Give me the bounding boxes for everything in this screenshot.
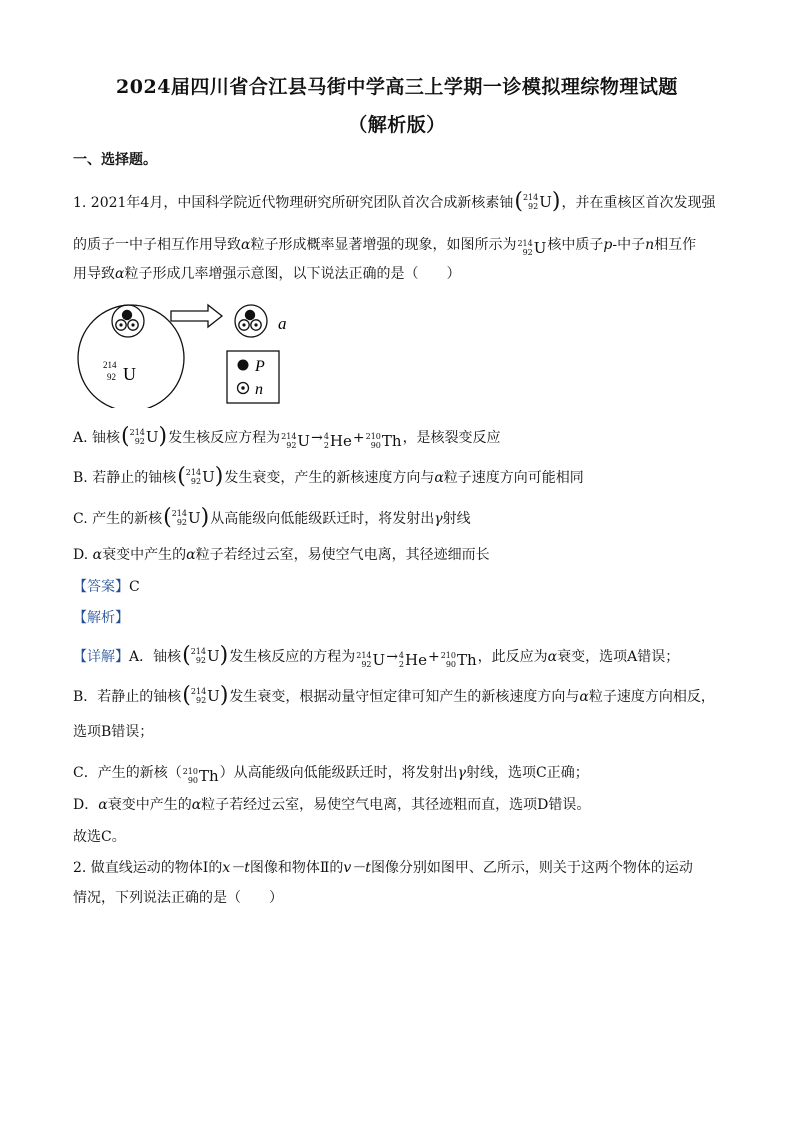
arrow-icon (171, 305, 222, 327)
q1-detail-b: B．若静止的铀核 ( 214 92 U ) 发生衰变，根据动量守恒定律可知产生的新核速度方向与α粒子速度方向相反， (73, 683, 715, 708)
legend-neutron-label: n (255, 381, 263, 398)
nucleus-symbol: U (123, 364, 136, 384)
q1-detail-d: D．α衰变中产生的α粒子若经过云室，易使空气电离，其径迹粗而直，选项D错误。 (73, 797, 591, 813)
q2-stem-line1: 2. 做直线运动的物体Ⅰ的x－t图像和物体Ⅱ的v－t图像分别如图甲、乙所示，则关于这两个物体的运动 (73, 860, 693, 876)
q1-option-d: D. α衰变中产生的α粒子若经过云室，易使空气电离，其径迹细而长 (73, 547, 490, 563)
q1-conclusion: 故选C。 (73, 829, 126, 845)
document-title: 2024届四川省合江县马街中学高三上学期一诊模拟理综物理试题 (116, 76, 678, 98)
uranium-nuclide: 214 92 U (517, 239, 547, 257)
q1-stem-line1: 1. 2021年4月，中国科学院近代物理研究所研究团队首次合成新核素铀 ( 214 92 U ) ，并在重核区首次发现强 (73, 189, 716, 214)
q2-stem-line2: 情况，下列说法正确的是（ ） (73, 890, 283, 906)
proton-icon (238, 360, 249, 371)
emitted-alpha-particle (235, 305, 267, 337)
q1-stem-line3: 用导致α粒子形成几率增强示意图，以下说法正确的是（ ） (73, 266, 461, 282)
q1-stem-line2: 的质子一中子相互作用导致α粒子形成概率显著增强的现象，如图所示为 214 92 U 核中质子p-中子n相互作 (73, 232, 734, 258)
section-heading: 一、选择题。 (73, 152, 157, 168)
uranium-nuclide: ( 214 92 U ) (514, 189, 561, 214)
q1-detail-c: C．产生的新核（ 210 90 Th ）从高能级向低能级跃迁时，将发射出γ射线，选项C正确； (73, 765, 589, 785)
document-subtitle: （解析版） (348, 114, 446, 136)
legend-proton-label: P (255, 358, 265, 375)
alpha-formation-diagram (75, 298, 305, 408)
legend-box (227, 351, 279, 403)
q1-answer: 【答案】C (73, 579, 140, 595)
q1-option-a: A. 铀核 ( 214 92 U ) 发生核反应方程为 214 92 U → 4 2 He + 210 90 Th ，是核裂变反应 (73, 424, 501, 450)
nucleus-mass: 214 (103, 360, 117, 370)
nucleus-charge: 92 (107, 372, 116, 382)
q1-detail-b-cont: 选项B错误； (73, 724, 154, 740)
q1-detail-a: 【详解】A．铀核 ( 214 92 U ) 发生核反应的方程为 214 92 U → 4 2 He + 210 90 Th ，此反应为α衰变，选项A错误； (73, 643, 680, 669)
q1-option-c: C. 产生的新核 ( 214 92 U ) 从高能级向低能级跃迁时，将发射出γ射线 (73, 505, 471, 530)
q1-option-b: B. 若静止的铀核 ( 214 92 U ) 发生衰变，产生的新核速度方向与α粒子速度方向可能相同 (73, 464, 584, 489)
alpha-label: a (278, 314, 287, 333)
q1-analysis-label: 【解析】 (73, 610, 129, 626)
alpha-cluster-in-nucleus (112, 305, 144, 337)
